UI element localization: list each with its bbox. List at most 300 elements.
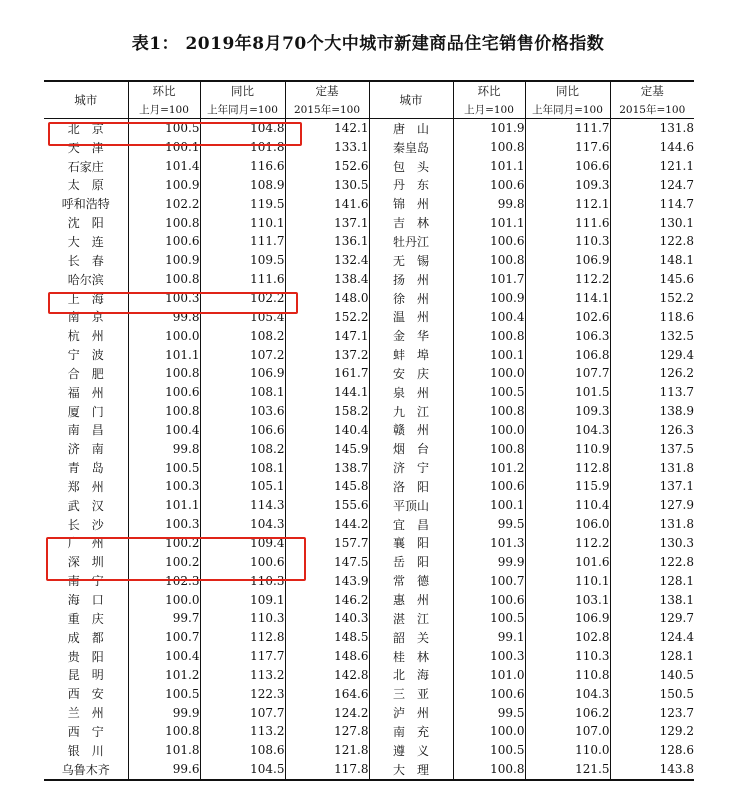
table-row [44, 289, 694, 308]
table-row [44, 458, 694, 477]
left-mom-cell: 100.2 [128, 552, 200, 571]
right-base-cell: 148.1 [610, 251, 694, 270]
right-mom-cell: 100.9 [453, 289, 525, 308]
yoy-header-left: 同比 [200, 81, 285, 100]
right-mom-cell: 99.5 [453, 515, 525, 534]
mom-header-right: 环比 [453, 81, 525, 100]
left-yoy-cell: 104.5 [200, 760, 285, 780]
left-city-cell: 太 原 [67, 178, 104, 193]
left-base-cell: 157.7 [285, 534, 369, 553]
left-yoy-cell: 107.2 [200, 345, 285, 364]
table-row [44, 326, 694, 345]
left-mom-cell: 100.3 [128, 289, 200, 308]
right-mom-cell: 100.8 [453, 251, 525, 270]
base-header-right: 定基 [610, 81, 694, 100]
left-base-cell: 132.4 [285, 251, 369, 270]
right-mom-cell: 99.9 [453, 552, 525, 571]
left-base-cell: 121.8 [285, 741, 369, 760]
left-yoy-cell: 105.1 [200, 477, 285, 496]
left-city-cell: 福 州 [67, 385, 104, 400]
left-city-cell: 西 宁 [67, 724, 104, 739]
right-city-cell: 平顶山 [369, 496, 453, 515]
left-base-cell: 146.2 [285, 590, 369, 609]
table-row [44, 741, 694, 760]
mom-subheader-left: 上月=100 [128, 100, 200, 119]
right-yoy-cell: 112.2 [525, 270, 610, 289]
left-base-cell: 161.7 [285, 364, 369, 383]
base-header-left: 定基 [285, 81, 369, 100]
left-base-cell: 136.1 [285, 232, 369, 251]
left-yoy-cell: 119.5 [200, 194, 285, 213]
right-yoy-cell: 106.3 [525, 326, 610, 345]
right-yoy-cell: 109.3 [525, 402, 610, 421]
right-mom-cell: 100.6 [453, 590, 525, 609]
right-city-cell: 洛 阳 [369, 477, 453, 496]
left-yoy-cell: 109.4 [200, 534, 285, 553]
left-city-cell: 合 肥 [67, 366, 104, 381]
right-base-cell: 113.7 [610, 383, 694, 402]
left-yoy-cell: 106.6 [200, 421, 285, 440]
right-base-cell: 138.9 [610, 402, 694, 421]
left-yoy-cell: 108.9 [200, 176, 285, 195]
right-mom-cell: 100.5 [453, 383, 525, 402]
left-city-cell: 深 圳 [67, 555, 104, 570]
table-row [44, 552, 694, 571]
left-base-cell: 164.6 [285, 684, 369, 703]
left-city-cell: 沈 阳 [67, 216, 104, 231]
left-yoy-cell: 117.7 [200, 647, 285, 666]
left-yoy-cell: 109.5 [200, 251, 285, 270]
right-mom-cell: 100.0 [453, 421, 525, 440]
right-base-cell: 144.6 [610, 138, 694, 157]
left-yoy-cell: 103.6 [200, 402, 285, 421]
left-base-cell: 144.1 [285, 383, 369, 402]
right-base-cell: 152.2 [610, 289, 694, 308]
price-index-table [44, 80, 694, 781]
left-base-cell: 142.8 [285, 665, 369, 684]
left-base-cell: 148.6 [285, 647, 369, 666]
right-yoy-cell: 111.7 [525, 119, 610, 138]
right-base-cell: 122.8 [610, 232, 694, 251]
right-yoy-cell: 106.9 [525, 609, 610, 628]
left-mom-cell: 100.3 [128, 477, 200, 496]
right-mom-cell: 101.0 [453, 665, 525, 684]
left-yoy-cell: 116.6 [200, 157, 285, 176]
left-mom-cell: 100.8 [128, 402, 200, 421]
right-city-cell: 烟 台 [369, 439, 453, 458]
left-city-cell: 兰 州 [67, 706, 104, 721]
right-city-cell: 包 头 [369, 157, 453, 176]
right-mom-cell: 100.0 [453, 722, 525, 741]
right-base-cell: 118.6 [610, 307, 694, 326]
right-yoy-cell: 102.6 [525, 307, 610, 326]
left-yoy-cell: 108.1 [200, 458, 285, 477]
right-base-cell: 124.7 [610, 176, 694, 195]
right-base-cell: 128.1 [610, 647, 694, 666]
left-yoy-cell: 113.2 [200, 722, 285, 741]
table-row [44, 251, 694, 270]
table-body [44, 119, 694, 780]
right-mom-cell: 100.8 [453, 326, 525, 345]
left-mom-cell: 101.8 [128, 741, 200, 760]
left-mom-cell: 100.2 [128, 534, 200, 553]
left-base-cell: 143.9 [285, 571, 369, 590]
right-mom-cell: 100.7 [453, 571, 525, 590]
left-city-cell: 郑 州 [67, 479, 104, 494]
right-base-cell: 132.5 [610, 326, 694, 345]
left-mom-cell: 101.4 [128, 157, 200, 176]
right-yoy-cell: 112.8 [525, 458, 610, 477]
table-row [44, 722, 694, 741]
left-mom-cell: 99.8 [128, 307, 200, 326]
right-city-cell: 赣 州 [369, 421, 453, 440]
right-mom-cell: 100.6 [453, 232, 525, 251]
left-mom-cell: 100.8 [128, 213, 200, 232]
right-base-cell: 137.1 [610, 477, 694, 496]
table-row [44, 515, 694, 534]
right-yoy-cell: 111.6 [525, 213, 610, 232]
right-mom-cell: 100.6 [453, 176, 525, 195]
right-base-cell: 129.4 [610, 345, 694, 364]
left-city-cell: 南 宁 [67, 574, 104, 589]
left-mom-cell: 100.3 [128, 515, 200, 534]
right-mom-cell: 100.1 [453, 345, 525, 364]
left-yoy-cell: 108.2 [200, 439, 285, 458]
left-yoy-cell: 107.7 [200, 703, 285, 722]
left-yoy-cell: 101.8 [200, 138, 285, 157]
left-base-cell: 144.2 [285, 515, 369, 534]
right-mom-cell: 100.6 [453, 477, 525, 496]
left-city-cell: 大 连 [67, 234, 104, 249]
left-mom-cell: 101.1 [128, 496, 200, 515]
left-mom-cell: 100.7 [128, 628, 200, 647]
left-city-cell: 哈尔滨 [67, 272, 104, 287]
right-base-cell: 126.2 [610, 364, 694, 383]
left-yoy-cell: 112.8 [200, 628, 285, 647]
left-base-cell: 147.1 [285, 326, 369, 345]
left-mom-cell: 99.8 [128, 439, 200, 458]
right-base-cell: 138.1 [610, 590, 694, 609]
left-base-cell: 147.5 [285, 552, 369, 571]
left-base-cell: 141.6 [285, 194, 369, 213]
left-city-cell: 天 津 [67, 140, 104, 155]
table-row [44, 383, 694, 402]
right-city-cell: 济 宁 [369, 458, 453, 477]
right-city-cell: 韶 关 [369, 628, 453, 647]
left-mom-cell: 100.6 [128, 383, 200, 402]
left-mom-cell: 100.5 [128, 458, 200, 477]
right-yoy-cell: 117.6 [525, 138, 610, 157]
left-city-cell: 青 岛 [67, 461, 104, 476]
left-city-cell: 贵 阳 [67, 649, 104, 664]
left-base-cell: 138.7 [285, 458, 369, 477]
right-city-cell: 北 海 [369, 665, 453, 684]
table-row [44, 496, 694, 515]
right-base-cell: 131.8 [610, 515, 694, 534]
left-mom-cell: 102.2 [128, 194, 200, 213]
right-city-cell: 惠 州 [369, 590, 453, 609]
right-yoy-cell: 106.2 [525, 703, 610, 722]
table-row [44, 703, 694, 722]
left-city-cell: 长 沙 [67, 517, 104, 532]
right-city-cell: 南 充 [369, 722, 453, 741]
table-row [44, 684, 694, 703]
left-yoy-cell: 122.3 [200, 684, 285, 703]
right-base-cell: 145.6 [610, 270, 694, 289]
right-yoy-cell: 107.0 [525, 722, 610, 741]
left-mom-cell: 100.8 [128, 722, 200, 741]
left-city-cell: 昆 明 [67, 668, 104, 683]
left-base-cell: 140.4 [285, 421, 369, 440]
right-base-cell: 121.1 [610, 157, 694, 176]
right-mom-cell: 101.9 [453, 119, 525, 138]
right-mom-cell: 100.8 [453, 439, 525, 458]
table-row [44, 176, 694, 195]
left-yoy-cell: 102.2 [200, 289, 285, 308]
left-base-cell: 137.2 [285, 345, 369, 364]
left-city-cell: 成 都 [67, 630, 104, 645]
left-base-cell: 145.9 [285, 439, 369, 458]
left-mom-cell: 100.9 [128, 176, 200, 195]
left-mom-cell: 100.4 [128, 421, 200, 440]
right-base-cell: 131.8 [610, 119, 694, 138]
table-row [44, 439, 694, 458]
left-yoy-cell: 109.1 [200, 590, 285, 609]
left-city-cell: 石家庄 [67, 159, 104, 174]
right-yoy-cell: 104.3 [525, 421, 610, 440]
table-title: 表1： 2019年8月70个大中城市新建商品住宅销售价格指数 [131, 34, 605, 54]
right-city-cell: 吉 林 [369, 213, 453, 232]
left-base-cell: 152.6 [285, 157, 369, 176]
right-base-cell: 126.3 [610, 421, 694, 440]
right-base-cell: 123.7 [610, 703, 694, 722]
right-yoy-cell: 112.2 [525, 534, 610, 553]
left-city-cell: 重 庆 [67, 611, 104, 626]
table-row [44, 194, 694, 213]
left-yoy-cell: 113.2 [200, 665, 285, 684]
yoy-subheader-left: 上年同月=100 [200, 100, 285, 119]
right-city-cell: 牡丹江 [369, 232, 453, 251]
left-city-cell: 海 口 [67, 593, 104, 608]
left-yoy-cell: 100.6 [200, 552, 285, 571]
right-mom-cell: 99.5 [453, 703, 525, 722]
right-city-cell: 宜 昌 [369, 515, 453, 534]
table-row [44, 119, 694, 138]
right-yoy-cell: 106.9 [525, 251, 610, 270]
left-city-cell: 武 汉 [67, 498, 104, 513]
right-yoy-cell: 106.6 [525, 157, 610, 176]
right-city-cell: 扬 州 [369, 270, 453, 289]
right-city-cell: 桂 林 [369, 647, 453, 666]
left-mom-cell: 99.6 [128, 760, 200, 780]
right-mom-cell: 101.1 [453, 213, 525, 232]
left-city-cell: 南 昌 [67, 423, 104, 438]
right-yoy-cell: 121.5 [525, 760, 610, 780]
left-yoy-cell: 108.1 [200, 383, 285, 402]
right-base-cell: 129.2 [610, 722, 694, 741]
right-mom-cell: 101.3 [453, 534, 525, 553]
right-base-cell: 128.1 [610, 571, 694, 590]
left-base-cell: 133.1 [285, 138, 369, 157]
right-yoy-cell: 102.8 [525, 628, 610, 647]
left-mom-cell: 100.4 [128, 647, 200, 666]
right-mom-cell: 100.8 [453, 402, 525, 421]
left-mom-cell: 99.7 [128, 609, 200, 628]
right-mom-cell: 100.1 [453, 496, 525, 515]
base-subheader-right: 2015年=100 [610, 100, 694, 119]
right-base-cell: 150.5 [610, 684, 694, 703]
right-base-cell: 140.5 [610, 665, 694, 684]
table-row [44, 477, 694, 496]
right-yoy-cell: 107.7 [525, 364, 610, 383]
left-yoy-cell: 108.2 [200, 326, 285, 345]
right-city-cell: 唐 山 [369, 119, 453, 138]
left-base-cell: 137.1 [285, 213, 369, 232]
left-mom-cell: 100.0 [128, 326, 200, 345]
right-base-cell: 124.4 [610, 628, 694, 647]
city-header-right: 城市 [369, 81, 453, 119]
table-row [44, 665, 694, 684]
left-base-cell: 148.0 [285, 289, 369, 308]
left-mom-cell: 100.9 [128, 251, 200, 270]
right-yoy-cell: 106.8 [525, 345, 610, 364]
right-city-cell: 温 州 [369, 307, 453, 326]
left-mom-cell: 101.2 [128, 665, 200, 684]
table-row [44, 213, 694, 232]
right-base-cell: 130.1 [610, 213, 694, 232]
left-city-cell: 呼和浩特 [61, 197, 110, 212]
table-row [44, 647, 694, 666]
left-base-cell: 127.8 [285, 722, 369, 741]
left-mom-cell: 102.3 [128, 571, 200, 590]
right-city-cell: 金 华 [369, 326, 453, 345]
table-row [44, 628, 694, 647]
right-yoy-cell: 103.1 [525, 590, 610, 609]
right-base-cell: 131.8 [610, 458, 694, 477]
left-city-cell: 上 海 [67, 291, 104, 306]
right-yoy-cell: 110.3 [525, 232, 610, 251]
right-base-cell: 114.7 [610, 194, 694, 213]
left-city-cell: 厦 门 [67, 404, 104, 419]
left-yoy-cell: 110.3 [200, 571, 285, 590]
right-mom-cell: 101.7 [453, 270, 525, 289]
right-mom-cell: 100.5 [453, 741, 525, 760]
right-city-cell: 湛 江 [369, 609, 453, 628]
table-row [44, 760, 694, 780]
city-header-left: 城市 [44, 81, 128, 119]
right-yoy-cell: 101.5 [525, 383, 610, 402]
right-city-cell: 安 庆 [369, 364, 453, 383]
left-city-cell: 济 南 [67, 442, 104, 457]
table-row [44, 590, 694, 609]
right-mom-cell: 99.1 [453, 628, 525, 647]
left-city-cell: 乌鲁木齐 [44, 760, 128, 780]
right-city-cell: 秦皇岛 [369, 138, 453, 157]
left-yoy-cell: 108.6 [200, 741, 285, 760]
right-yoy-cell: 115.9 [525, 477, 610, 496]
right-base-cell: 122.8 [610, 552, 694, 571]
right-city-cell: 常 德 [369, 571, 453, 590]
right-mom-cell: 101.2 [453, 458, 525, 477]
right-mom-cell: 99.8 [453, 194, 525, 213]
right-city-cell: 蚌 埠 [369, 345, 453, 364]
table-row [44, 138, 694, 157]
right-yoy-cell: 114.1 [525, 289, 610, 308]
right-city-cell: 无 锡 [369, 251, 453, 270]
table-row [44, 307, 694, 326]
mom-subheader-right: 上月=100 [453, 100, 525, 119]
right-city-cell: 泸 州 [369, 703, 453, 722]
table-row [44, 345, 694, 364]
right-yoy-cell: 110.0 [525, 741, 610, 760]
left-city-cell: 广 州 [67, 536, 104, 551]
left-yoy-cell: 104.8 [200, 119, 285, 138]
right-city-cell: 九 江 [369, 402, 453, 421]
right-mom-cell: 101.1 [453, 157, 525, 176]
right-mom-cell: 100.0 [453, 364, 525, 383]
right-city-cell: 泉 州 [369, 383, 453, 402]
left-city-cell: 银 川 [67, 743, 104, 758]
right-mom-cell: 100.3 [453, 647, 525, 666]
left-base-cell: 148.5 [285, 628, 369, 647]
table-row [44, 232, 694, 251]
base-subheader-left: 2015年=100 [285, 100, 369, 119]
left-base-cell: 142.1 [285, 119, 369, 138]
left-base-cell: 158.2 [285, 402, 369, 421]
right-yoy-cell: 110.4 [525, 496, 610, 515]
right-mom-cell: 100.8 [453, 138, 525, 157]
mom-header-left: 环比 [128, 81, 200, 100]
left-city-cell: 杭 州 [67, 329, 104, 344]
right-base-cell: 127.9 [610, 496, 694, 515]
left-city-cell: 北 京 [67, 121, 104, 136]
right-yoy-cell: 106.0 [525, 515, 610, 534]
table-row [44, 402, 694, 421]
right-yoy-cell: 112.1 [525, 194, 610, 213]
right-yoy-cell: 110.8 [525, 665, 610, 684]
left-base-cell: 145.8 [285, 477, 369, 496]
right-yoy-cell: 101.6 [525, 552, 610, 571]
right-city-cell: 三 亚 [369, 684, 453, 703]
right-city-cell: 遵 义 [369, 741, 453, 760]
right-mom-cell: 100.8 [453, 760, 525, 780]
right-yoy-cell: 110.3 [525, 647, 610, 666]
right-base-cell: 130.3 [610, 534, 694, 553]
left-yoy-cell: 114.3 [200, 496, 285, 515]
left-mom-cell: 100.5 [128, 684, 200, 703]
left-mom-cell: 100.1 [128, 138, 200, 157]
right-yoy-cell: 109.3 [525, 176, 610, 195]
right-city-cell: 大 理 [369, 760, 453, 780]
right-base-cell: 143.8 [610, 760, 694, 780]
right-city-cell: 岳 阳 [369, 552, 453, 571]
table-row [44, 421, 694, 440]
right-yoy-cell: 110.9 [525, 439, 610, 458]
left-mom-cell: 100.5 [128, 119, 200, 138]
left-yoy-cell: 111.7 [200, 232, 285, 251]
right-city-cell: 襄 阳 [369, 534, 453, 553]
right-base-cell: 129.7 [610, 609, 694, 628]
left-yoy-cell: 111.6 [200, 270, 285, 289]
left-city-cell: 西 安 [67, 687, 104, 702]
table-row [44, 571, 694, 590]
right-yoy-cell: 104.3 [525, 684, 610, 703]
right-mom-cell: 100.5 [453, 609, 525, 628]
right-base-cell: 128.6 [610, 741, 694, 760]
right-mom-cell: 100.4 [453, 307, 525, 326]
yoy-header-right: 同比 [525, 81, 610, 100]
left-base-cell: 152.2 [285, 307, 369, 326]
